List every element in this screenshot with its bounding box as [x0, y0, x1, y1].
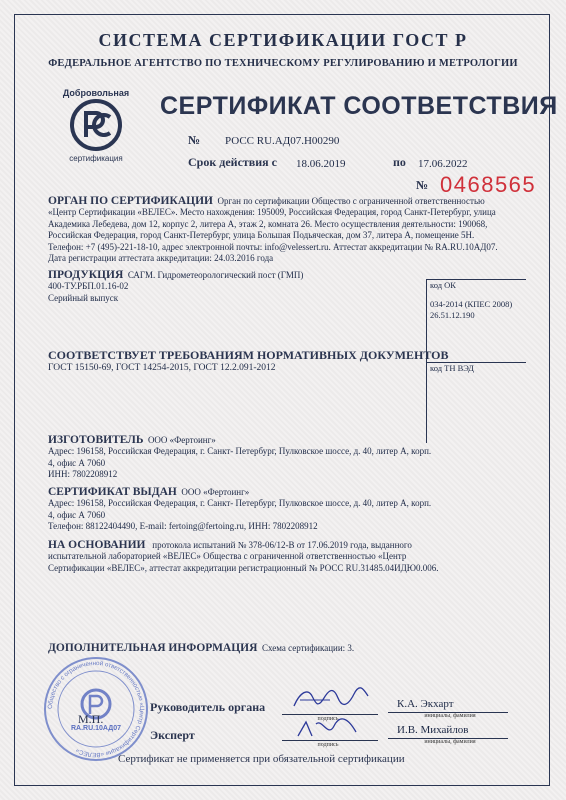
agency-title: ФЕДЕРАЛЬНОЕ АГЕНТСТВО ПО ТЕХНИЧЕСКОМУ РЕГУЛИРОВАНИЮ И МЕТРОЛОГИИ — [48, 58, 518, 69]
basis-line-2: испытательной лабораторией «ВЕЛЕС» Общества с ограниченной ответственностью «Центр — [48, 551, 407, 562]
issued-to-label: СЕРТИФИКАТ ВЫДАН — [48, 486, 177, 498]
basis-line-3: Сертификации «ВЕЛЕС», аттестат аккредитации регистрационный № РОСС RU.31485.04ИДЮ0.006. — [48, 562, 439, 573]
additional-text: Схема сертификации: 3. — [261, 643, 355, 653]
basis-section — [48, 540, 528, 574]
expert-sign-caption: подпись — [317, 742, 339, 748]
reg-number: РОСС RU.АД07.Н00290 — [225, 135, 340, 147]
product-code-label: код ОК — [430, 280, 456, 290]
gost-r-logo — [56, 88, 136, 166]
manufacturer-label: ИЗГОТОВИТЕЛЬ — [48, 434, 144, 446]
stamp-ring-text: Общество с ограниченной ответственностью «Центр Сертификации «ВЕЛЕС» — [46, 659, 146, 759]
form-number-sign: № — [416, 178, 429, 192]
compliance-docs: ГОСТ 15150-69, ГОСТ 14254-2015, ГОСТ 12.2.091-2012 — [48, 363, 276, 373]
organ-line-4: Российская Федерация, город Санкт-Петербург, улица Большая Подьяческая, дом 37, литера А, помещение 5Н. — [48, 230, 475, 241]
form-number: 0468565 — [440, 172, 537, 197]
product-line-2: 400-ТУ.РБП.01.16-02 — [48, 281, 129, 292]
issued-to-section — [48, 487, 528, 533]
product-section — [48, 270, 418, 304]
head-sign-caption: подпись — [317, 716, 339, 722]
organ-stamp — [42, 656, 150, 762]
product-code-2: 26.51.12.190 — [430, 310, 475, 320]
footer-note: Сертификат не применяется при обязательной сертификации — [118, 753, 405, 765]
additional-label: ДОПОЛНИТЕЛЬНАЯ ИНФОРМАЦИЯ — [48, 642, 258, 654]
head-signature-icon — [290, 684, 370, 714]
product-line-1: САГМ. Гидрометеорологический пост (ГМП) — [127, 270, 304, 280]
product-code-1: 034-2014 (КПЕС 2008) — [430, 299, 513, 309]
expert-name-caption: инициалы, фамилия — [424, 739, 476, 745]
basis-line-1: протокола испытаний № 378-06/12-В от 17.06.2019 года, выданного — [152, 540, 412, 550]
issued-to-line-3: Телефон: 88122404490, E-mail: fertoing@fertoing.ru, ИНН: 7802208912 — [48, 521, 318, 532]
organ-line-6: Дата регистрации аттестата аккредитации: 24.03.2016 года — [48, 253, 274, 264]
manufacturer-line-3: ИНН: 7802208912 — [48, 469, 118, 480]
organ-label: ОРГАН ПО СЕРТИФИКАЦИИ — [48, 195, 213, 207]
logo-top-text: Добровольная — [62, 88, 130, 98]
organ-line-3: Академика Лебедева, дом 12, корпус 2, литера А, этаж 2, комната 26. Место осуществления деятельности: 190068, — [48, 218, 488, 229]
head-label: Руководитель органа — [150, 700, 266, 714]
issued-to-line-1: Адрес: 196158, Российская Федерация, г. Санкт- Петербург, Пулковское шоссе, д. 40, литер А, корп. — [48, 498, 432, 509]
rst-emblem-icon — [70, 99, 122, 151]
stamp-code: RA.RU.10АД07 — [71, 725, 121, 732]
organ-line-5: Телефон: +7 (495)-221-18-10, адрес электронной почты: info@velessert.ru. Аттестат аккредитации № RA.RU.10АД07. — [48, 241, 498, 252]
product-line-3: Серийный выпуск — [48, 292, 119, 303]
manufacturer-section — [48, 435, 528, 481]
additional-section — [48, 643, 528, 654]
manufacturer-name: ООО «Фертоинг» — [147, 435, 216, 445]
expert-label: Эксперт — [150, 728, 195, 742]
compliance-label: СООТВЕТСТВУЕТ ТРЕБОВАНИЯМ НОРМАТИВНЫХ ДОКУМЕНТОВ — [48, 348, 449, 362]
certificate-title: СЕРТИФИКАТ СООТВЕТСТВИЯ — [160, 92, 558, 120]
head-sign-line — [282, 714, 378, 715]
tnved-code-label: код ТН ВЭД — [430, 363, 474, 373]
mp-label: М.П. — [78, 712, 104, 726]
product-label: ПРОДУКЦИЯ — [48, 269, 124, 281]
valid-to-label: по — [393, 155, 406, 169]
valid-from: 18.06.2019 — [296, 158, 346, 170]
logo-bottom-text: сертификация — [69, 154, 123, 163]
valid-to: 17.06.2022 — [418, 158, 468, 170]
organ-section — [48, 196, 528, 264]
validity-label: Срок действия с — [188, 155, 277, 169]
expert-signature-icon — [292, 716, 362, 742]
manufacturer-line-1: Адрес: 196158, Российская Федерация, г. Санкт- Петербург, Пулковское шоссе, д. 40, литер А, корп. — [48, 446, 432, 457]
organ-line-2: «Центр Сертификации «ВЕЛЕС». Место нахождения: 195009, Российская Федерация, город Санкт-Петербург, улица — [48, 207, 496, 218]
head-name: К.А. Экхарт — [397, 698, 454, 710]
expert-name: И.В. Михайлов — [397, 724, 469, 736]
svg-text:Общество с ограниченной ответс — [47, 660, 145, 758]
issued-to-name: ООО «Фертоинг» — [181, 487, 250, 497]
reg-number-sign: № — [188, 133, 201, 147]
basis-label: НА ОСНОВАНИИ — [48, 539, 146, 551]
head-name-caption: инициалы, фамилия — [424, 713, 476, 719]
organ-line-1: Орган по сертификации Общество с ограниченной ответственностью — [217, 196, 485, 206]
tnved-code-box — [426, 363, 528, 443]
manufacturer-line-2: 4, офис А 7060 — [48, 457, 106, 468]
issued-to-line-2: 4, офис А 7060 — [48, 509, 106, 520]
system-title: СИСТЕМА СЕРТИФИКАЦИИ ГОСТ Р — [98, 30, 468, 50]
